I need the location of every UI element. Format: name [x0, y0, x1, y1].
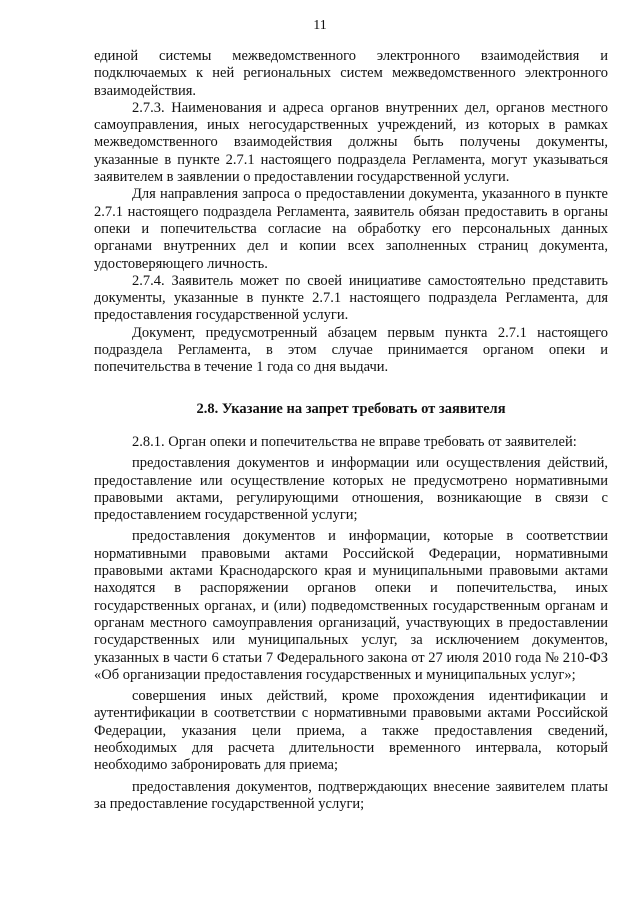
paragraph-2-7-3: 2.7.3. Наименования и адреса органов внутренних дел, органов местного самоуправления, иных негосударственных учреждений, из которых в рамках межведомственного взаимодействия должны быть получены документы, указанные в пункте 2.7.1 настоящего подраздела Регламента, могут указываться заявителем в заявлении о предоставлении государственной услуги.: [94, 99, 608, 186]
paragraph: Для направления запроса о предоставлении документа, указанного в пункте 2.7.1 настоящего подраздела Регламента, заявитель обязан предоставить в органы опеки и попечительства согласие на обработку его персональных данных органами внутренних дел и копии всех заполненных страниц документа, удостоверяющего личность.: [94, 186, 608, 272]
paragraph: Документ, предусмотренный абзацем первым пункта 2.7.1 настоящего подраздела Регламента, в этом случае принимается органом опеки и попечительства в течение 1 года со дня выдачи.: [94, 324, 608, 376]
list-item: предоставления документов, подтверждающих внесение заявителем платы за предоставление государственной услуги;: [94, 778, 608, 812]
paragraph: единой системы межведомственного электронного взаимодействия и подключаемых к ней региональных систем межведомственного электронного взаимодействия.: [94, 48, 608, 99]
document-body: [94, 48, 608, 817]
list-item: предоставления документов и информации, которые в соответствии нормативными правовыми актами Российской Федерации, нормативными правовыми актами Краснодарского края и муниципальными правовыми актами находятся в распоряжении органов опеки и попечительства, иных государственных органах, и (или) подведомственных государственным органам и органам местного самоуправления организаций, участвующих в предоставлении государственных или муниципальных услуг, за исключением документов, указанных в части 6 статьи 7 Федерального закона от 27 июля 2010 года № 210-ФЗ «Об организации предоставления государственных и муниципальных услуг»;: [94, 528, 608, 683]
paragraph-2-8-1: 2.8.1. Орган опеки и попечительства не вправе требовать от заявителей:: [132, 433, 577, 450]
list-item: совершения иных действий, кроме прохождения идентификации и аутентификации в соответствии с нормативными правовыми актами Российской Федерации, указания цели приема, а также предоставления сведений, необходимых для расчета длительности временного интервала, который необходимо забронировать для приема;: [94, 688, 608, 774]
section-heading: 2.8. Указание на запрет требовать от заявителя: [196, 400, 506, 417]
paragraph-2-7-4: 2.7.4. Заявитель может по своей инициативе самостоятельно представить документы, указанные в пункте 2.7.1 настоящего подраздела Регламента, для предоставления государственной услуги.: [94, 272, 608, 324]
list-item: предоставления документов и информации или осуществления действий, предоставление или осуществление которых не предусмотрено нормативными правовыми актами, регулирующими отношения, возникающие в связи с предоставлением государственной услуги;: [94, 455, 608, 524]
page-number: 11: [313, 18, 327, 33]
